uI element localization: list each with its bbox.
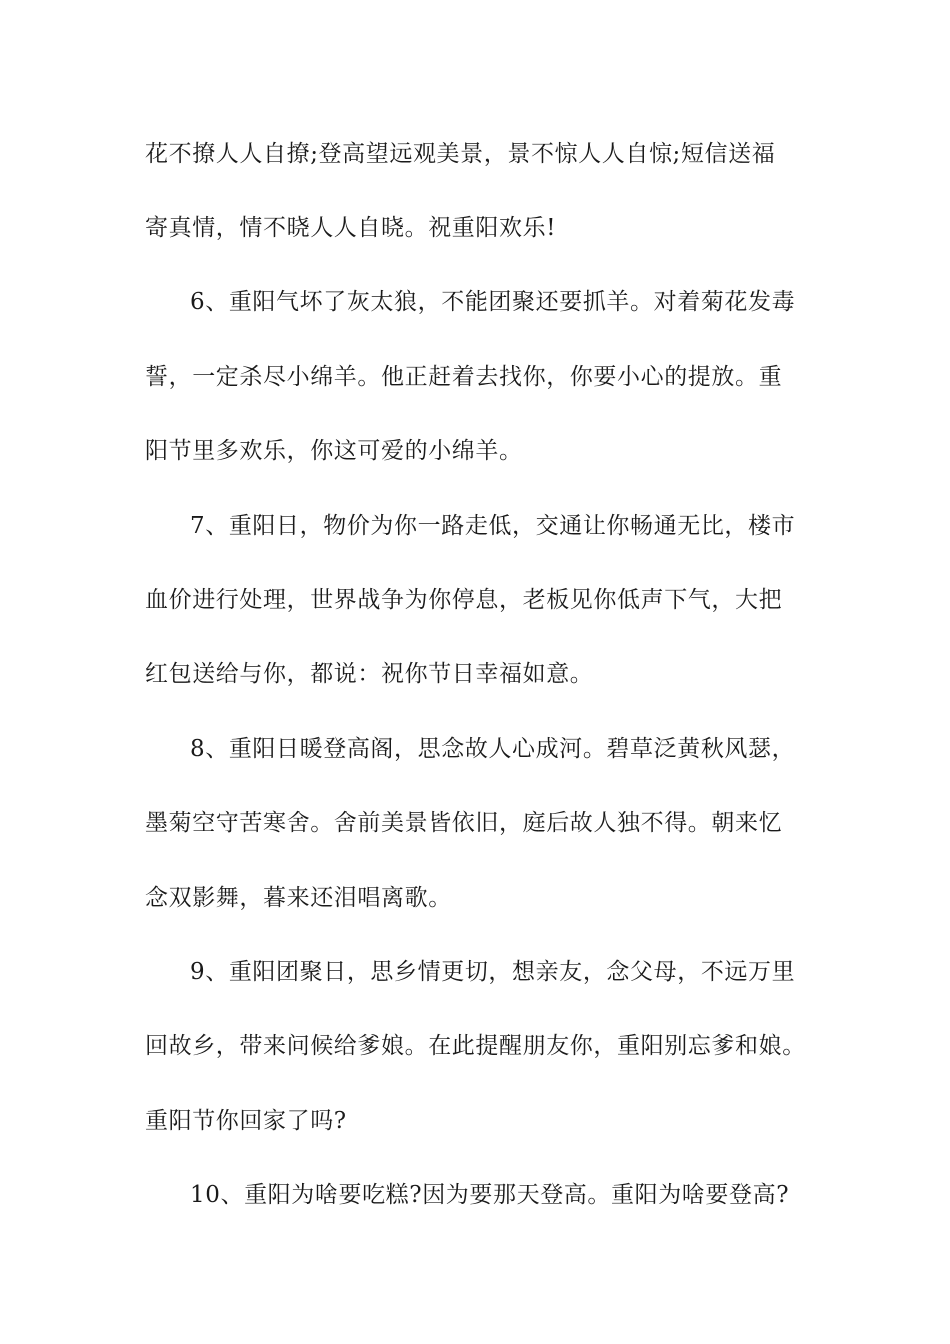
paragraph-9-line: 9、重阳团聚日，思乡情更切，想亲友，念父母，不远万里 <box>190 959 796 985</box>
paragraph-10-line: 10、重阳为啥要吃糕?因为要那天登高。重阳为啥要登高? <box>190 1182 790 1208</box>
text-line: 血价进行处理，世界战争为你停息，老板见你低声下气，大把 <box>145 587 783 613</box>
paragraph-6-line: 6、重阳气坏了灰太狼，不能团聚还要抓羊。对着菊花发毒 <box>190 289 796 315</box>
paragraph-8-line: 8、重阳日暖登高阁，思念故人心成河。碧草泛黄秋风瑟， <box>190 736 796 762</box>
text-line: 寄真情，情不晓人人自晓。祝重阳欢乐! <box>145 215 557 241</box>
text-line: 阳节里多欢乐，你这可爱的小绵羊。 <box>145 438 523 464</box>
text-line: 花不撩人人自撩;登高望远观美景，景不惊人人自惊;短信送福 <box>145 141 776 167</box>
text-line: 回故乡，带来问候给爹娘。在此提醒朋友你，重阳别忘爹和娘。 <box>145 1033 806 1059</box>
text-line: 墨菊空守苦寒舍。舍前美景皆依旧，庭后故人独不得。朝来忆 <box>145 810 783 836</box>
paragraph-7-line: 7、重阳日，物价为你一路走低，交通让你畅通无比，楼市 <box>190 513 796 539</box>
text-line: 重阳节你回家了吗? <box>145 1108 347 1134</box>
text-line: 红包送给与你，都说：祝你节日幸福如意。 <box>145 661 594 687</box>
text-line: 誓，一定杀尽小绵羊。他正赶着去找你，你要小心的提放。重 <box>145 364 783 390</box>
text-line: 念双影舞，暮来还泪唱离歌。 <box>145 885 452 911</box>
